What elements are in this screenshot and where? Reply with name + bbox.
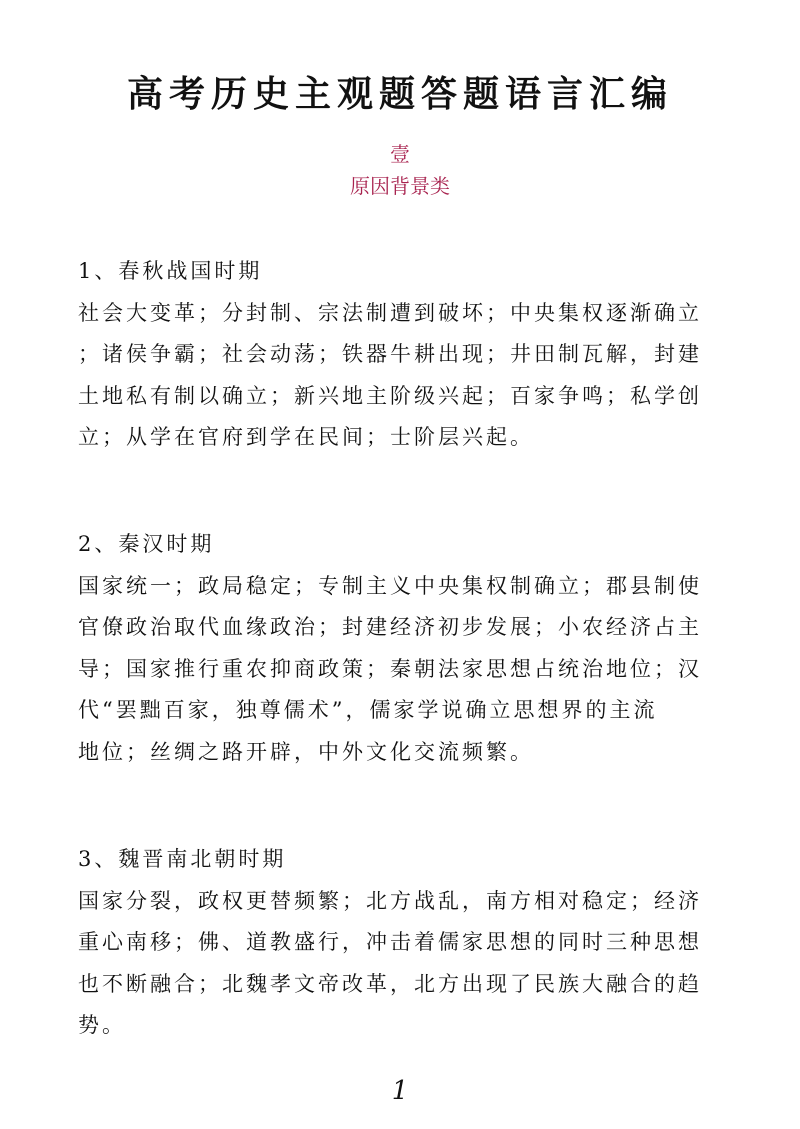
chapter-number: 壹: [390, 142, 410, 166]
body-line: 国家分裂，政权更替频繁；北方战乱，南方相对稳定；经济: [78, 888, 702, 913]
body-line: 势。: [78, 1013, 126, 1037]
body-line: 也不断融合；北魏孝文帝改革，北方出现了民族大融合的趋: [78, 971, 702, 996]
body-line: 官僚政治取代血缘政治；封建经济初步发展；小农经济占主: [78, 615, 702, 639]
section-heading: 3、魏晋南北朝时期: [78, 847, 287, 871]
body-line: 社会大变革；分封制、宗法制遭到破坏；中央集权逐渐确立: [78, 300, 702, 325]
section-qin-han: [78, 524, 738, 773]
body-line: 国家统一；政局稳定；专制主义中央集权制确立；郡县制使: [78, 573, 702, 598]
document-title: 高考历史主观题答题语言汇编: [126, 73, 673, 115]
body-line: ；诸侯争霸；社会动荡；铁器牛耕出现；井田制瓦解，封建: [78, 342, 702, 366]
section-heading: 2、秦汉时期: [78, 532, 215, 556]
chapter-name: 原因背景类: [350, 174, 450, 198]
body-line: 重心南移；佛、道教盛行，冲击着儒家思想的同时三种思想: [78, 930, 702, 954]
page-number: 1: [391, 1076, 409, 1106]
body-line: 导；国家推行重农抑商政策；秦朝法家思想占统治地位；汉: [78, 656, 702, 681]
body-line: 代“罢黜百家，独尊儒术”，儒家学说确立思想界的主流: [78, 698, 658, 722]
section-spring-autumn: [78, 251, 738, 459]
body-line: 立；从学在官府到学在民间；士阶层兴起。: [78, 425, 534, 449]
section-wei-jin: [78, 839, 738, 1047]
body-line: 地位；丝绸之路开辟，中外文化交流频繁。: [78, 739, 534, 764]
body-line: 土地私有制以确立；新兴地主阶级兴起；百家争鸣；私学创: [78, 383, 702, 408]
section-heading: 1、春秋战国时期: [78, 259, 263, 283]
